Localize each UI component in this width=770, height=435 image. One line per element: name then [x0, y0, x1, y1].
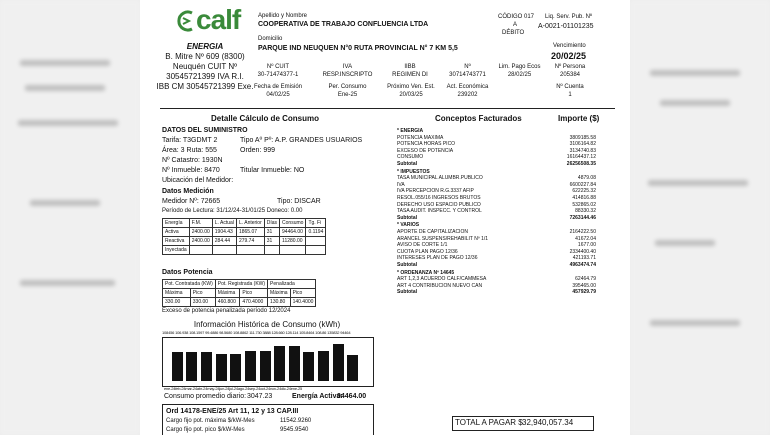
- subtotal-amount: 457929.79: [572, 289, 596, 296]
- chart-bar: [186, 352, 197, 381]
- consumption-bar-chart: [170, 343, 360, 381]
- table-cell: Activa: [163, 228, 190, 237]
- client-domicile: PARQUE IND NEUQUEN N°0 RUTA PROVINCIAL N° 7 KM 5,5: [258, 45, 458, 52]
- concept-section-header: * IMPUESTOS: [397, 168, 430, 175]
- concept-item-amount: 1677.00: [577, 242, 596, 249]
- conceptos-title: Conceptos Facturados: [435, 114, 522, 123]
- table-cell: 470.4000: [240, 298, 268, 307]
- chart-bar: [230, 354, 241, 381]
- concept-item-label: POTENCIA HORAS PICO: [397, 141, 456, 148]
- concept-item-amount: 2334400.40: [569, 248, 596, 255]
- table-cell: [264, 246, 279, 255]
- ubicacion: Ubicación del Medidor:: [162, 177, 234, 184]
- concept-item-label: CONSUMO: [397, 154, 424, 161]
- table-cell: 279.74: [236, 237, 264, 246]
- subtotal-amount: 7263144.46: [569, 214, 596, 221]
- chart-value-label: 3888: [262, 330, 271, 335]
- chart-value-label: 105.8464: [299, 330, 315, 335]
- chart-value-label: 108456: [162, 330, 175, 335]
- chart-value-label: 94464: [340, 330, 351, 335]
- concept-item-label: ARANCEL SUSPENS/REHABILIT Nº 1/1: [397, 235, 489, 242]
- table-header: L. Anterior: [236, 219, 264, 228]
- invoice-page: [140, 0, 630, 435]
- act-value: 239202: [457, 92, 478, 98]
- tipo-letter: A: [512, 22, 517, 28]
- total-value: 32,940,057.34: [522, 418, 574, 427]
- table-cell: 0.1194: [306, 228, 326, 237]
- table-cell: 330.00: [190, 298, 215, 307]
- concept-item-label: ART 4 CONTRIBUCION NUEVO CAN: [397, 282, 483, 289]
- ord-line-1: Cargo fijo pot. máxima $/kW-Mes: [166, 418, 255, 424]
- persona-value: 205384: [559, 72, 581, 78]
- prox-value: 20/03/25: [399, 92, 423, 98]
- concept-item-amount: 395465.00: [572, 282, 596, 289]
- cuit-value: 30-71474377-1: [257, 72, 299, 78]
- medicion-table: [162, 218, 326, 255]
- blurred-left-page: [0, 0, 140, 435]
- table-header: Tg. Fi: [306, 219, 326, 228]
- lim-label: Lim. Pago Ecos: [498, 64, 541, 70]
- chart-bar: [274, 346, 285, 381]
- cuenta-value: 1: [568, 92, 572, 98]
- table-cell: 31: [264, 228, 279, 237]
- ord-value-2: 9545.9540: [280, 427, 309, 433]
- concept-item-amount: 3134740.83: [569, 147, 596, 154]
- table-header: Consumo: [280, 219, 306, 228]
- table-cell: 130.80: [268, 298, 291, 307]
- chart-title: Información Histórica de Consumo (kWh): [193, 320, 341, 329]
- table-cell: 94464.00: [280, 228, 306, 237]
- concept-item-label: DERECHO USO ESPACIO PUBLICO: [397, 201, 481, 208]
- table-row: [163, 219, 326, 228]
- company-logo-text: calf: [196, 4, 241, 35]
- concept-item-label: AVISO DE CORTE 1/1: [397, 242, 448, 249]
- concept-item-label: RESOL.055/16 INGRESOS BRUTOS: [397, 195, 481, 201]
- chart-value-label: 108.1597: [189, 330, 205, 335]
- company-name: ENERGIA: [186, 42, 224, 51]
- concept-item-amount: 6600227.84: [569, 181, 596, 188]
- doc-number: A-0021-01101235: [538, 23, 594, 30]
- table-row: [163, 289, 316, 298]
- client-name-label: Apellido y Nombre: [258, 13, 308, 19]
- chart-bar: [260, 351, 271, 381]
- table-header: Máxima: [268, 289, 291, 298]
- subtotal-label: Subtotal: [397, 262, 417, 268]
- chart-value-label: 128.114: [285, 330, 299, 335]
- subtotal-label: Subtotal: [397, 289, 417, 296]
- table-cell: [280, 246, 306, 255]
- concept-item-label: EXCESO DE POTENCIA: [397, 147, 454, 154]
- table-cell: 140.4000: [290, 298, 316, 307]
- catastro: Nº Catastro: 1930N: [162, 157, 223, 164]
- concept-item-amount: 2164222.50: [569, 229, 596, 235]
- tipo-medidor: Tipo: DISCAR: [277, 198, 321, 205]
- company-city: Neuquén CUIT Nº: [172, 62, 238, 71]
- chart-value-label: 98.5680: [219, 330, 233, 335]
- suministro-title: DATOS DEL SUMINISTRO: [162, 127, 248, 134]
- persona-label: Nº Persona: [554, 64, 586, 70]
- medidor: Medidor Nº: 72665: [162, 198, 221, 205]
- table-cell: [236, 246, 264, 255]
- excess-note: Exceso de potencia penalizada período 12/2024: [162, 308, 291, 314]
- header-divider: [160, 108, 615, 109]
- table-cell: 1904.43: [212, 228, 236, 237]
- table-header: Máxima: [163, 289, 191, 298]
- concept-item-label: TASA AUDIT. INSPECC. Y CONTROL: [397, 208, 482, 215]
- chart-value-label: 99.4886: [205, 330, 219, 335]
- act-label: Act. Económica: [446, 84, 489, 90]
- chart-bar: [347, 355, 358, 381]
- concept-item-amount: 62464.79: [575, 276, 596, 283]
- tipo-label: DÉBITO: [502, 30, 525, 36]
- ord-title: Ord 14178-ENE/25 Art 11, 12 y 13 CAP.III: [166, 408, 299, 415]
- chart-bar: [289, 346, 300, 381]
- total-label: TOTAL A PAGAR $: [455, 418, 523, 427]
- subtotal-label: Subtotal: [397, 214, 417, 221]
- table-cell: 11280.00: [280, 237, 306, 246]
- emision-label: Fecha de Emisión: [253, 84, 303, 90]
- calf-logo-icon: [176, 10, 198, 32]
- table-row: [163, 298, 316, 307]
- table-cell: Inyectada: [163, 246, 190, 255]
- area-ruta: Área: 3 Ruta: 555: [162, 147, 217, 154]
- chart-bar: [172, 352, 183, 381]
- potencia-title: Datos Potencia: [162, 269, 213, 276]
- cuit-label: Nº CUIT: [266, 64, 290, 70]
- table-header: Días: [264, 219, 279, 228]
- titular: Titular Inmueble: NO: [240, 167, 305, 174]
- table-cell: [189, 246, 212, 255]
- table-cell: 284.44: [212, 237, 236, 246]
- subtotal-label: Subtotal: [397, 161, 417, 167]
- concept-item-amount: 532865.02: [572, 201, 596, 208]
- table-header: Penalizada: [268, 280, 316, 289]
- prox-label: Próximo Ven. Est.: [387, 84, 435, 90]
- medicion-title: Datos Medición: [162, 188, 214, 195]
- potencia-table: [162, 279, 316, 307]
- chart-value-label: 106.938: [175, 330, 189, 335]
- chart-value-label: 135832: [327, 330, 340, 335]
- concept-section-header: * ORDENANZA Nº 14645: [397, 269, 455, 276]
- company-address: B. Mitre Nº 609 (8300): [165, 52, 245, 61]
- concept-item-label: POTENCIA MAXIMA: [397, 134, 444, 141]
- table-cell: 330.00: [163, 298, 191, 307]
- table-row: [163, 280, 316, 289]
- concept-item-amount: 16164437.12: [566, 154, 596, 161]
- emision-value: 04/02/25: [266, 92, 290, 98]
- concept-item-amount: 41672.04: [575, 235, 596, 242]
- chart-value-label: 128.660: [271, 330, 285, 335]
- tarifa: Tarifa: T3GDMT 2: [162, 137, 218, 144]
- company-iibb: IBB CM 30545721399 Exe.: [156, 82, 254, 91]
- table-header: L. Actual: [212, 219, 236, 228]
- company-cuit: 30545721399 IVA R.I.: [166, 72, 244, 81]
- venc-label: Vencimiento: [553, 43, 586, 49]
- concept-item-amount: 88330.32: [575, 208, 596, 215]
- chart-value-label: 108.8862: [233, 330, 249, 335]
- inmueble: Nº Inmueble: 8470: [162, 167, 220, 174]
- periodo-lectura: Período de Lectura: 31/12/24-31/01/25 Doneco: 0.00: [162, 208, 303, 214]
- table-row: [163, 246, 326, 255]
- detail-title: Detalle Cálculo de Consumo: [210, 114, 320, 123]
- table-header: F.M.: [189, 219, 212, 228]
- n-label: Nº: [464, 64, 471, 70]
- activa-value: 94464.00: [337, 393, 367, 400]
- iva-value: RESP.INSCRIPTO: [322, 72, 373, 78]
- concept-item-label: IVA PERCEPCION R.G.3337 AFIP: [397, 188, 474, 195]
- concept-item-label: ART 1,2,3 ACUERDO CALF/CAMMESA: [397, 276, 487, 283]
- chart-value-label: 111.730: [249, 330, 262, 335]
- subtotal-amount: 26256508.35: [566, 161, 596, 167]
- table-header: Pico: [240, 289, 268, 298]
- table-cell: [306, 237, 326, 246]
- chart-bar: [303, 352, 314, 381]
- table-header: Pot. Registrada (KW): [215, 280, 267, 289]
- chart-bar: [201, 352, 212, 381]
- table-header: Pico: [290, 289, 316, 298]
- table-cell: 2400.00: [189, 237, 212, 246]
- per-value: Ene-25: [337, 92, 358, 98]
- concept-item-label: INTERESES PLAN DE PAGO 12/36: [397, 255, 478, 262]
- chart-bar: [245, 351, 256, 381]
- n-value: 30714743771: [449, 72, 486, 78]
- table-header: Máxima: [215, 289, 240, 298]
- promedio-label: Consumo promedio diario:: [164, 393, 247, 400]
- chart-value-label: 108.86: [315, 330, 327, 335]
- concept-item-amount: 3809185.58: [569, 134, 596, 141]
- client-name: COOPERATIVA DE TRABAJO CONFLUENCIA LTDA: [258, 21, 429, 28]
- chart-bar: [333, 344, 344, 381]
- table-cell: 460.800: [215, 298, 240, 307]
- table-cell: [212, 246, 236, 255]
- iibb-label: IIBB: [404, 64, 416, 70]
- activa-label: Energía Activa:: [292, 393, 343, 400]
- lim-value: 28/02/25: [507, 72, 532, 78]
- table-cell: 31: [264, 237, 279, 246]
- importe-title: Importe ($): [558, 114, 600, 123]
- per-label: Per. Consumo: [328, 84, 367, 90]
- iva-label: IVA: [342, 64, 353, 70]
- concept-item-amount: 421193.71: [572, 255, 596, 262]
- subtotal-amount: 4963474.74: [569, 262, 596, 268]
- ord-value-1: 11542.9260: [280, 418, 312, 424]
- table-header: Pot. Contratada (KW): [163, 280, 216, 289]
- table-cell: [306, 246, 326, 255]
- concept-item-amount: 3106164.82: [569, 141, 596, 148]
- concept-item-label: CUOTA PLAN PAGO 12/36: [397, 248, 458, 255]
- chart-values-row: [162, 330, 372, 335]
- ord-line-2: Cargo fijo pot. pico $/kW-Mes: [166, 427, 245, 433]
- chart-month-labels: ene-24feb-24mar-24abr-24may-24jun-24jul-24ago-24sep-24oct-24nov-24dic-24ene-25: [164, 386, 303, 391]
- chart-bar: [216, 354, 227, 381]
- concept-item-label: IVA: [397, 181, 405, 188]
- orden: Orden: 999: [240, 147, 276, 154]
- cuenta-label: Nº Cuenta: [556, 84, 584, 90]
- table-cell: Reactiva: [163, 237, 190, 246]
- concept-section-header: * VARIOS: [397, 222, 420, 229]
- table-row: [163, 228, 326, 237]
- concept-item-amount: 622225.32: [572, 188, 596, 195]
- concept-item-amount: 4879.08: [577, 175, 596, 182]
- table-row: [163, 237, 326, 246]
- venc-date: 20/02/25: [551, 51, 587, 61]
- codigo-label: CÓDIGO 017: [498, 14, 535, 20]
- table-header: Pico: [190, 289, 215, 298]
- concept-item-label: TASA MUNICIPAL ALUMBR.PUBLICO: [397, 175, 483, 182]
- iibb-value: REGIMEN DI: [392, 72, 428, 78]
- table-cell: 1865.07: [236, 228, 264, 237]
- promedio-value: 3047.23: [247, 393, 273, 400]
- table-header: Energía: [163, 219, 190, 228]
- concept-item-amount: 414816.88: [572, 195, 596, 201]
- tipo-ap: Tipo Aº Pº: A.P. GRANDES USUARIOS: [240, 137, 363, 144]
- concept-item-label: APORTE DE CAPITALIZACION: [397, 229, 468, 235]
- chart-bar: [318, 351, 329, 381]
- client-domicile-label: Domicilio: [258, 36, 283, 42]
- doc-label: Liq. Serv. Pub. Nº: [545, 14, 593, 20]
- blurred-right-page: [630, 0, 770, 435]
- table-cell: 2400.00: [189, 228, 212, 237]
- concept-section-header: * ENERGIA: [397, 128, 424, 134]
